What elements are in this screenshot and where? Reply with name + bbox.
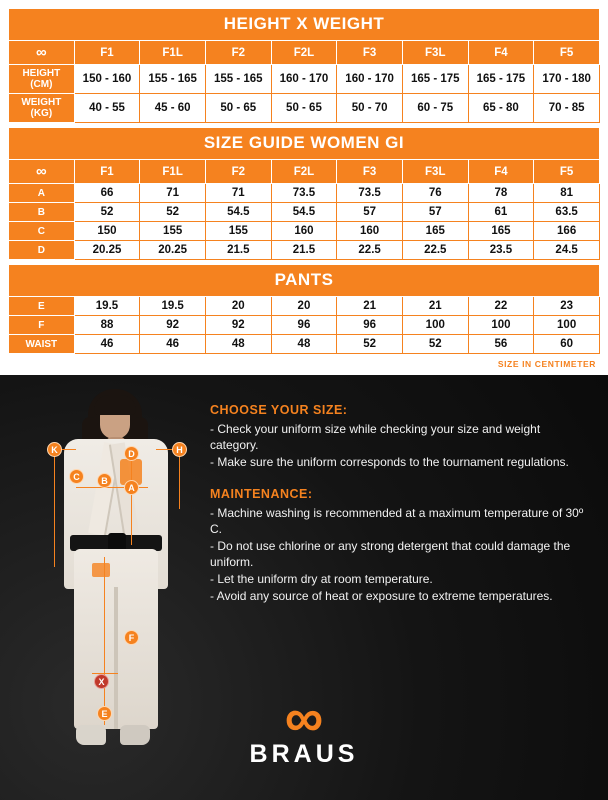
table-cell: 81: [534, 184, 600, 203]
table-cell: 100: [402, 316, 468, 335]
table-cell: 165: [402, 222, 468, 241]
table-cell: 155 - 165: [205, 65, 271, 94]
table-cell: 24.5: [534, 241, 600, 260]
table-cell: 155 - 165: [140, 65, 206, 94]
table-cell: 20.25: [74, 241, 140, 260]
table-cell: 100: [534, 316, 600, 335]
table-cell: 61: [468, 203, 534, 222]
table-cell: 155: [205, 222, 271, 241]
table-cell: 60: [534, 335, 600, 354]
table-cell: 19.5: [74, 297, 140, 316]
table-row: [9, 335, 600, 354]
table-cell: 21: [402, 297, 468, 316]
pants-table: [8, 264, 600, 354]
lower-section: [0, 375, 608, 795]
table-cell: 88: [74, 316, 140, 335]
table-row: [9, 184, 600, 203]
table-cell: 96: [337, 316, 403, 335]
table-cell: 92: [140, 316, 206, 335]
table-cell: 20: [205, 297, 271, 316]
column-header: F1: [74, 160, 140, 184]
table-cell: 155: [140, 222, 206, 241]
marker-f: F: [124, 630, 139, 645]
column-header: F1L: [140, 160, 206, 184]
table-cell: 78: [468, 184, 534, 203]
table-row: [9, 241, 600, 260]
choose-size-line: - Make sure the uniform corresponds to the tournament regulations.: [210, 454, 569, 469]
row-label: F: [9, 316, 75, 335]
table-cell: 65 - 80: [468, 94, 534, 123]
choose-size-line: - Check your uniform size while checking your size and weight category.: [210, 422, 541, 452]
table-cell: 20.25: [140, 241, 206, 260]
table-cell: 160 - 170: [337, 65, 403, 94]
table-cell: 150 - 160: [74, 65, 140, 94]
column-header: F3: [337, 41, 403, 65]
table-cell: 21: [337, 297, 403, 316]
column-header: F2L: [271, 160, 337, 184]
table-cell: 100: [468, 316, 534, 335]
maintenance-line: - Let the uniform dry at room temperature.: [210, 571, 433, 586]
infinity-icon: ∞: [9, 41, 75, 65]
table-cell: 92: [205, 316, 271, 335]
marker-d: D: [124, 446, 139, 461]
info-text-block: [210, 403, 590, 605]
marker-e: E: [97, 706, 112, 721]
column-header: F4: [468, 41, 534, 65]
row-label: E: [9, 297, 75, 316]
table-cell: 160: [337, 222, 403, 241]
guide-line-length: [131, 449, 132, 545]
table-cell: 46: [140, 335, 206, 354]
table-cell: 21.5: [205, 241, 271, 260]
row-label: C: [9, 222, 75, 241]
table-cell: 165: [468, 222, 534, 241]
table-cell: 160: [271, 222, 337, 241]
row-label: D: [9, 241, 75, 260]
size-guide-header-row: [9, 160, 600, 184]
column-header: F3L: [402, 41, 468, 65]
maintenance-line: - Do not use chlorine or any strong detergent that could damage the uniform.: [210, 539, 571, 569]
table-row: [9, 297, 600, 316]
column-header: F2: [205, 160, 271, 184]
table-cell: 60 - 75: [402, 94, 468, 123]
height-weight-title: HEIGHT X WEIGHT: [9, 9, 600, 41]
column-header: F2: [205, 41, 271, 65]
marker-c: C: [69, 469, 84, 484]
row-label: A: [9, 184, 75, 203]
column-header: F2L: [271, 41, 337, 65]
table-cell: 73.5: [271, 184, 337, 203]
table-cell: 56: [468, 335, 534, 354]
column-header: F1L: [140, 41, 206, 65]
table-cell: 160 - 170: [271, 65, 337, 94]
table-cell: 73.5: [337, 184, 403, 203]
table-cell: 52: [402, 335, 468, 354]
table-cell: 52: [74, 203, 140, 222]
maintenance-line: - Machine washing is recommended at a maximum temperature of 30º C.: [210, 506, 584, 537]
marker-x: X: [94, 674, 109, 689]
infinity-icon: ∞: [9, 160, 75, 184]
pants-patch: [92, 563, 110, 577]
pants-title: PANTS: [9, 265, 600, 297]
table-cell: 57: [402, 203, 468, 222]
column-header: F5: [534, 160, 600, 184]
table-cell: 54.5: [205, 203, 271, 222]
table-cell: 52: [337, 335, 403, 354]
infinity-logo-icon: ∞: [284, 687, 324, 748]
size-guide-title: SIZE GUIDE WOMEN GI: [9, 128, 600, 160]
height-weight-header-row: [9, 41, 600, 65]
table-cell: 170 - 180: [534, 65, 600, 94]
table-cell: 21.5: [271, 241, 337, 260]
table-cell: 150: [74, 222, 140, 241]
table-cell: 48: [205, 335, 271, 354]
maintenance-body: [210, 506, 590, 604]
table-cell: 71: [205, 184, 271, 203]
table-cell: 96: [271, 316, 337, 335]
column-header: F3: [337, 160, 403, 184]
table-cell: 63.5: [534, 203, 600, 222]
brand-block: [0, 687, 608, 770]
height-weight-table: [8, 8, 600, 123]
table-cell: 22.5: [337, 241, 403, 260]
marker-b: B: [97, 473, 112, 488]
table-cell: 54.5: [271, 203, 337, 222]
column-header: F3L: [402, 160, 468, 184]
table-cell: 40 - 55: [74, 94, 140, 123]
table-row: [9, 94, 600, 123]
column-header: F5: [534, 41, 600, 65]
guide-line-right-side: [179, 449, 180, 509]
guide-line-sleeve: [54, 449, 55, 567]
table-cell: 165 - 175: [402, 65, 468, 94]
size-guide-table: [8, 127, 600, 260]
guide-line-pants-width: [92, 673, 118, 674]
tables-section: [0, 0, 608, 375]
marker-k: K: [47, 442, 62, 457]
maintenance-title: MAINTENANCE:: [210, 487, 313, 502]
row-label: B: [9, 203, 75, 222]
table-cell: 20: [271, 297, 337, 316]
table-cell: 19.5: [140, 297, 206, 316]
table-row: [9, 316, 600, 335]
unit-note: SIZE IN CENTIMETER: [8, 354, 600, 371]
table-cell: 165 - 175: [468, 65, 534, 94]
table-cell: 52: [140, 203, 206, 222]
table-cell: 23: [534, 297, 600, 316]
table-row: [9, 222, 600, 241]
brand-name: BRAUS: [249, 740, 359, 768]
row-label: WEIGHT (KG): [9, 94, 75, 123]
column-header: F4: [468, 160, 534, 184]
table-cell: 70 - 85: [534, 94, 600, 123]
table-cell: 48: [271, 335, 337, 354]
table-cell: 50 - 65: [271, 94, 337, 123]
row-label: WAIST: [9, 335, 75, 354]
table-cell: 23.5: [468, 241, 534, 260]
table-cell: 57: [337, 203, 403, 222]
table-row: [9, 203, 600, 222]
table-cell: 50 - 70: [337, 94, 403, 123]
hair-front-shape: [94, 395, 136, 415]
choose-size-title: CHOOSE YOUR SIZE:: [210, 403, 348, 417]
table-cell: 22: [468, 297, 534, 316]
row-label: HEIGHT (CM): [9, 65, 75, 94]
table-cell: 76: [402, 184, 468, 203]
column-header: F1: [74, 41, 140, 65]
table-row: [9, 65, 600, 94]
table-cell: 45 - 60: [140, 94, 206, 123]
table-cell: 50 - 65: [205, 94, 271, 123]
marker-a: A: [124, 480, 139, 495]
table-cell: 166: [534, 222, 600, 241]
table-cell: 46: [74, 335, 140, 354]
table-cell: 22.5: [402, 241, 468, 260]
marker-h: H: [172, 442, 187, 457]
table-cell: 66: [74, 184, 140, 203]
maintenance-line: - Avoid any source of heat or exposure to extreme temperatures.: [210, 588, 553, 603]
choose-size-body: [210, 422, 590, 470]
table-cell: 71: [140, 184, 206, 203]
